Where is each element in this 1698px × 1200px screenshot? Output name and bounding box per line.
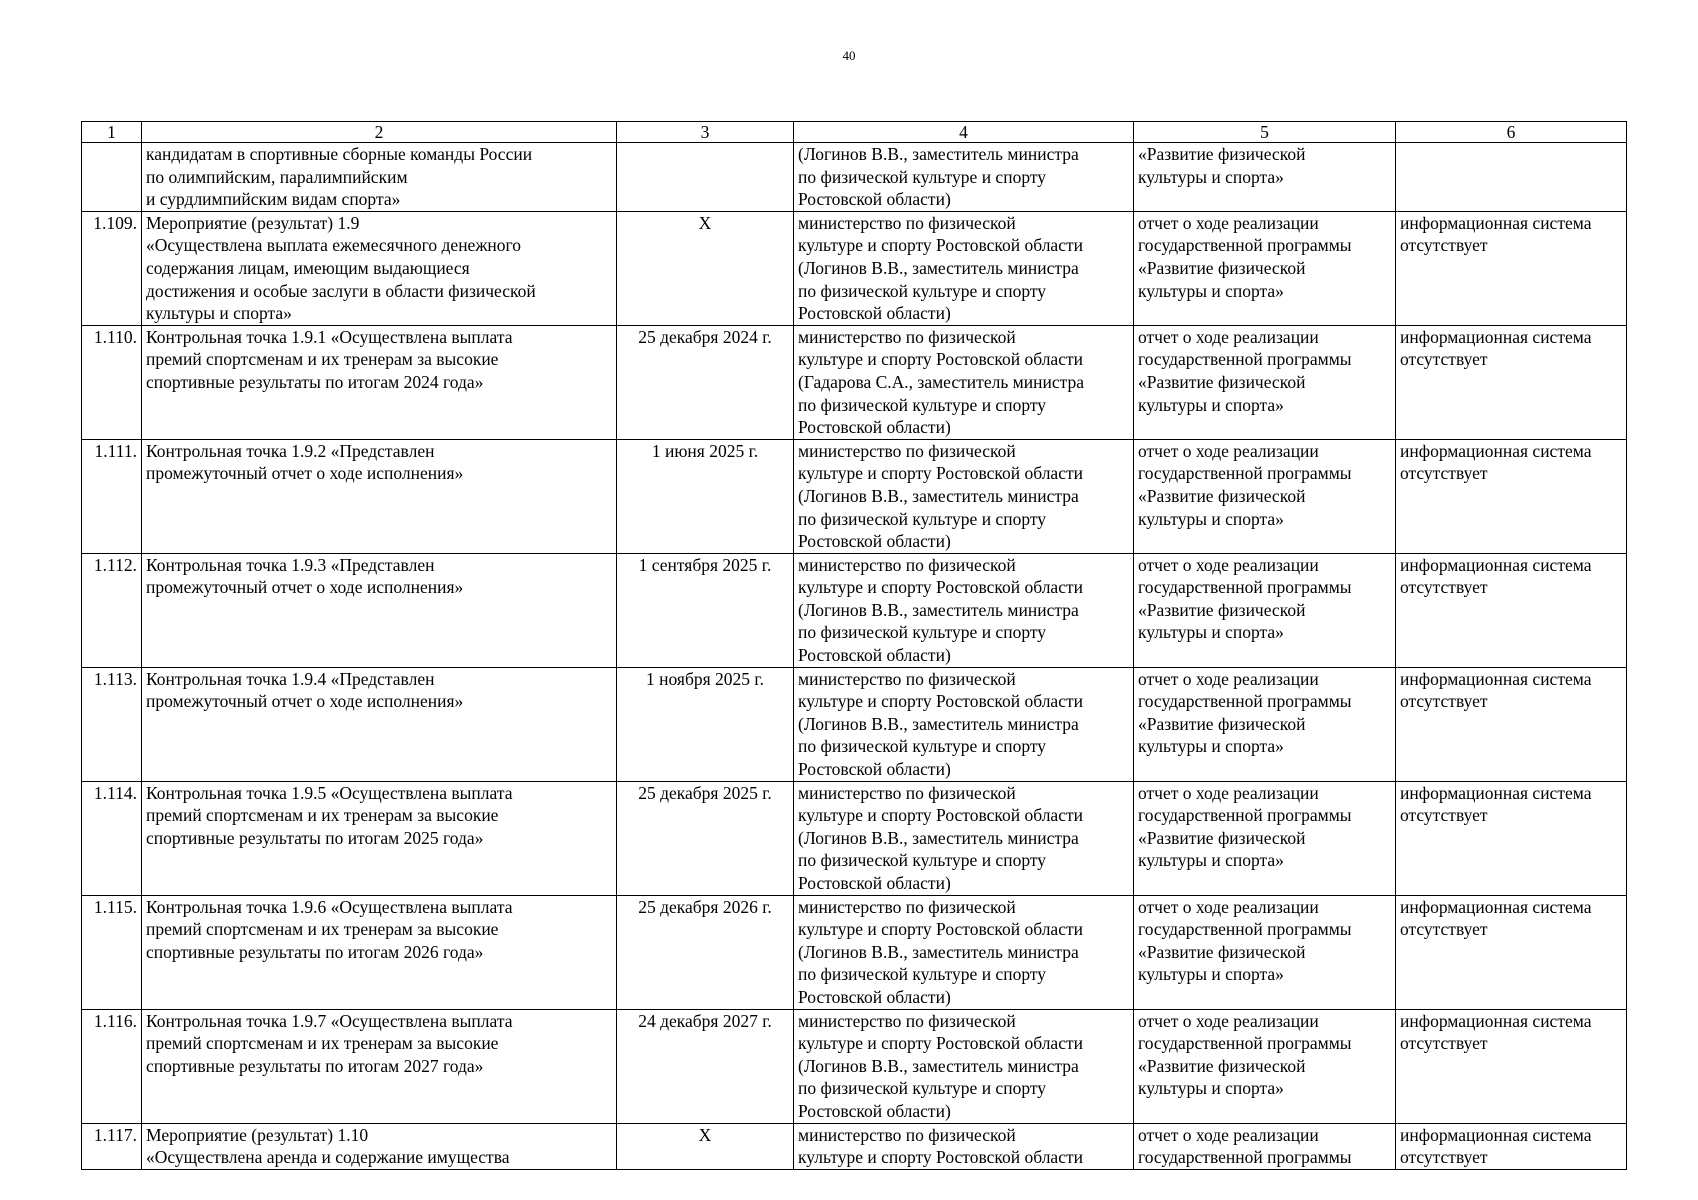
cell-text-line: государственной программы <box>1138 1033 1352 1054</box>
cell-text-line: культуры и спорта» <box>1138 736 1284 757</box>
cell-text-line: «Развитие физической <box>1138 599 1306 620</box>
responsible-cell <box>794 325 1134 439</box>
cell-text-line: культуре и спорту Ростовской области <box>798 805 1083 826</box>
responsible-cell <box>794 143 1134 212</box>
cell-text-line: отсутствует <box>1400 349 1488 370</box>
cell-text-line: Ростовской области) <box>798 303 951 324</box>
cell-text-line: информационная система <box>1400 440 1592 461</box>
cell-text-line: Ростовской области) <box>798 759 951 780</box>
cell-text-line: отчет о ходе реализации <box>1138 896 1319 917</box>
column-header: 1 <box>82 122 142 143</box>
information-system-cell <box>1396 895 1627 1009</box>
event-name-cell <box>142 211 617 325</box>
information-system-cell <box>1396 781 1627 895</box>
table-row <box>82 667 1627 781</box>
column-header: 5 <box>1134 122 1396 143</box>
cell-text-line: культуре и спорту Ростовской области <box>798 1147 1083 1168</box>
cell-text-line: министерство по физической <box>798 896 1016 917</box>
cell-text-line: Ростовской области) <box>798 189 951 210</box>
cell-text-line: государственной программы <box>1138 691 1352 712</box>
cell-text-line: министерство по физической <box>798 668 1016 689</box>
cell-text-line: и сурдлимпийским видам спорта» <box>146 189 401 210</box>
event-name-cell <box>142 667 617 781</box>
cell-text-line: (Логинов В.В., заместитель министра <box>798 713 1079 734</box>
event-name-cell <box>142 1123 617 1169</box>
cell-text-line: культуре и спорту Ростовской области <box>798 1033 1083 1054</box>
cell-text-line: отчет о ходе реализации <box>1138 1124 1319 1145</box>
cell-text-line: по физической культуре и спорту <box>798 394 1046 415</box>
deadline-cell <box>617 143 794 212</box>
cell-text-line: «Развитие физической <box>1138 485 1306 506</box>
deadline-cell: 1 сентября 2025 г. <box>617 553 794 667</box>
cell-text-line: спортивные результаты по итогам 2024 года» <box>146 371 484 392</box>
table-row <box>82 211 1627 325</box>
cell-text-line: информационная система <box>1400 326 1592 347</box>
cell-text-line: министерство по физической <box>798 1010 1016 1031</box>
table-row <box>82 439 1627 553</box>
cell-text-line: (Логинов В.В., заместитель министра <box>798 827 1079 848</box>
cell-text-line: информационная система <box>1400 1124 1592 1145</box>
responsible-cell <box>794 211 1134 325</box>
cell-text-line: спортивные результаты по итогам 2025 года» <box>146 827 484 848</box>
table-row <box>82 553 1627 667</box>
information-system-cell <box>1396 1009 1627 1123</box>
cell-text-line: министерство по физической <box>798 326 1016 347</box>
document-type-cell <box>1134 667 1396 781</box>
table-row <box>82 1009 1627 1123</box>
table-row <box>82 325 1627 439</box>
information-system-cell <box>1396 211 1627 325</box>
responsible-cell <box>794 781 1134 895</box>
cell-text-line: по физической культуре и спорту <box>798 280 1046 301</box>
cell-text-line: отсутствует <box>1400 1033 1488 1054</box>
cell-text-line: государственной программы <box>1138 805 1352 826</box>
cell-text-line: отчет о ходе реализации <box>1138 554 1319 575</box>
cell-text-line: по физической культуре и спорту <box>798 850 1046 871</box>
cell-text-line: культуры и спорта» <box>1138 394 1284 415</box>
cell-text-line: государственной программы <box>1138 577 1352 598</box>
cell-text-line: отчет о ходе реализации <box>1138 668 1319 689</box>
row-number-cell: 1.109. <box>82 211 142 325</box>
cell-text-line: культуры и спорта» <box>1138 166 1284 187</box>
document-type-cell <box>1134 1123 1396 1169</box>
cell-text-line: (Логинов В.В., заместитель министра <box>798 144 1079 164</box>
cell-text-line: культуре и спорту Ростовской области <box>798 577 1083 598</box>
cell-text-line: государственной программы <box>1138 1147 1352 1168</box>
cell-text-line: Ростовской области) <box>798 986 951 1007</box>
cell-text-line: культуре и спорту Ростовской области <box>798 691 1083 712</box>
cell-text-line: Контрольная точка 1.9.6 «Осуществлена выплата <box>146 896 513 917</box>
cell-text-line: премий спортсменам и их тренерам за высокие <box>146 805 499 826</box>
cell-text-line: Ростовской области) <box>798 1100 951 1121</box>
event-name-cell <box>142 143 617 212</box>
responsible-cell <box>794 553 1134 667</box>
cell-text-line: министерство по физической <box>798 1124 1016 1145</box>
cell-text-line: информационная система <box>1400 782 1592 803</box>
cell-text-line: отчет о ходе реализации <box>1138 212 1319 233</box>
row-number-cell: 1.115. <box>82 895 142 1009</box>
cell-text-line: (Гадарова С.А., заместитель министра <box>798 371 1084 392</box>
header-row <box>82 122 1627 143</box>
cell-text-line: культуры и спорта» <box>1138 622 1284 643</box>
cell-text-line: по физической культуре и спорту <box>798 622 1046 643</box>
deadline-cell: Х <box>617 1123 794 1169</box>
cell-text-line: культуре и спорту Ростовской области <box>798 235 1083 256</box>
cell-text-line: по физической культуре и спорту <box>798 964 1046 985</box>
cell-text-line: кандидатам в спортивные сборные команды России <box>146 144 533 164</box>
page-number: 40 <box>842 48 856 63</box>
event-name-cell <box>142 439 617 553</box>
table-row <box>82 1123 1627 1169</box>
table-body <box>82 143 1627 1170</box>
cell-text-line: Мероприятие (результат) 1.10 <box>146 1124 369 1145</box>
cell-text-line: культуры и спорта» <box>1138 1078 1284 1099</box>
cell-text-line: информационная система <box>1400 212 1592 233</box>
cell-text-line: отчет о ходе реализации <box>1138 782 1319 803</box>
row-number-cell: 1.111. <box>82 439 142 553</box>
event-name-cell <box>142 1009 617 1123</box>
cell-text-line: государственной программы <box>1138 919 1352 940</box>
deadline-cell: 25 декабря 2024 г. <box>617 325 794 439</box>
column-header: 4 <box>794 122 1134 143</box>
row-number-cell: 1.116. <box>82 1009 142 1123</box>
cell-text-line: Ростовской области) <box>798 531 951 552</box>
cell-text-line: культуре и спорту Ростовской области <box>798 349 1083 370</box>
cell-text-line: отсутствует <box>1400 919 1488 940</box>
cell-text-line: по физической культуре и спорту <box>798 166 1046 187</box>
cell-text-line: Контрольная точка 1.9.1 «Осуществлена выплата <box>146 326 513 347</box>
cell-text-line: отсутствует <box>1400 805 1488 826</box>
deadline-cell: 25 декабря 2026 г. <box>617 895 794 1009</box>
row-number-cell: 1.112. <box>82 553 142 667</box>
cell-text-line: министерство по физической <box>798 554 1016 575</box>
column-header: 6 <box>1396 122 1627 143</box>
responsible-cell <box>794 1123 1134 1169</box>
cell-text-line: премий спортсменам и их тренерам за высокие <box>146 1033 499 1054</box>
cell-text-line: (Логинов В.В., заместитель министра <box>798 1055 1079 1076</box>
cell-text-line: культуры и спорта» <box>1138 508 1284 529</box>
cell-text-line: достижения и особые заслуги в области физической <box>146 280 536 301</box>
responsible-cell <box>794 667 1134 781</box>
cell-text-line: государственной программы <box>1138 463 1352 484</box>
information-system-cell <box>1396 439 1627 553</box>
row-number-cell <box>82 143 142 212</box>
table-row <box>82 895 1627 1009</box>
cell-text-line: премий спортсменам и их тренерам за высокие <box>146 919 499 940</box>
event-name-cell <box>142 553 617 667</box>
cell-text-line: спортивные результаты по итогам 2027 года» <box>146 1055 484 1076</box>
cell-text-line: отсутствует <box>1400 1147 1488 1168</box>
cell-text-line: Ростовской области) <box>798 873 951 893</box>
cell-text-line: культуры и спорта» <box>1138 850 1284 871</box>
cell-text-line: «Развитие физической <box>1138 827 1306 848</box>
information-system-cell <box>1396 667 1627 781</box>
cell-text-line: государственной программы <box>1138 349 1352 370</box>
cell-text-line: отсутствует <box>1400 235 1488 256</box>
responsible-cell <box>794 895 1134 1009</box>
row-number-cell: 1.113. <box>82 667 142 781</box>
document-type-cell <box>1134 325 1396 439</box>
cell-text-line: министерство по физической <box>798 782 1016 803</box>
cell-text-line: по физической культуре и спорту <box>798 508 1046 529</box>
event-name-cell <box>142 325 617 439</box>
cell-text-line: (Логинов В.В., заместитель министра <box>798 599 1079 620</box>
cell-text-line: (Логинов В.В., заместитель министра <box>798 941 1079 962</box>
cell-text-line: Контрольная точка 1.9.2 «Представлен <box>146 440 435 461</box>
information-system-cell <box>1396 325 1627 439</box>
document-type-cell <box>1134 895 1396 1009</box>
cell-text-line: промежуточный отчет о ходе исполнения» <box>146 577 464 598</box>
deadline-cell: Х <box>617 211 794 325</box>
cell-text-line: Контрольная точка 1.9.7 «Осуществлена выплата <box>146 1010 513 1031</box>
cell-text-line: Ростовской области) <box>798 645 951 666</box>
cell-text-line: «Осуществлена выплата ежемесячного денежного <box>146 235 522 256</box>
deadline-cell: 25 декабря 2025 г. <box>617 781 794 895</box>
cell-text-line: «Развитие физической <box>1138 257 1306 278</box>
cell-text-line: государственной программы <box>1138 235 1352 256</box>
cell-text-line: отсутствует <box>1400 691 1488 712</box>
event-name-cell <box>142 895 617 1009</box>
cell-text-line: культуры и спорта» <box>1138 280 1284 301</box>
information-system-cell <box>1396 1123 1627 1169</box>
document-type-cell <box>1134 143 1396 212</box>
cell-text-line: Ростовской области) <box>798 417 951 438</box>
cell-text-line: «Развитие физической <box>1138 1055 1306 1076</box>
cell-text-line: информационная система <box>1400 896 1592 917</box>
cell-text-line: культуры и спорта» <box>1138 964 1284 985</box>
cell-text-line: «Развитие физической <box>1138 941 1306 962</box>
cell-text-line: «Развитие физической <box>1138 713 1306 734</box>
column-header: 3 <box>617 122 794 143</box>
cell-text-line: отчет о ходе реализации <box>1138 440 1319 461</box>
responsible-cell <box>794 1009 1134 1123</box>
cell-text-line: «Развитие физической <box>1138 144 1306 164</box>
cell-text-line: премий спортсменам и их тренерам за высокие <box>146 349 499 370</box>
cell-text-line: промежуточный отчет о ходе исполнения» <box>146 691 464 712</box>
information-system-cell <box>1396 143 1627 212</box>
cell-text-line: (Логинов В.В., заместитель министра <box>798 257 1079 278</box>
cell-text-line: информационная система <box>1400 554 1592 575</box>
row-number-cell: 1.117. <box>82 1123 142 1169</box>
row-number-cell: 1.114. <box>82 781 142 895</box>
cell-text-line: отсутствует <box>1400 577 1488 598</box>
document-type-cell <box>1134 211 1396 325</box>
cell-text-line: по физической культуре и спорту <box>798 736 1046 757</box>
cell-text-line: культуре и спорту Ростовской области <box>798 919 1083 940</box>
cell-text-line: промежуточный отчет о ходе исполнения» <box>146 463 464 484</box>
cell-text-line: Контрольная точка 1.9.5 «Осуществлена выплата <box>146 782 513 803</box>
implementation-plan-table <box>81 121 1627 1170</box>
deadline-cell: 24 декабря 2027 г. <box>617 1009 794 1123</box>
deadline-cell: 1 июня 2025 г. <box>617 439 794 553</box>
cell-text-line: содержания лицам, имеющим выдающиеся <box>146 257 470 278</box>
event-name-cell <box>142 781 617 895</box>
document-type-cell <box>1134 1009 1396 1123</box>
cell-text-line: культуры и спорта» <box>146 303 292 324</box>
cell-text-line: Мероприятие (результат) 1.9 <box>146 212 360 233</box>
information-system-cell <box>1396 553 1627 667</box>
cell-text-line: по олимпийским, паралимпийским <box>146 166 408 187</box>
document-type-cell <box>1134 553 1396 667</box>
document-type-cell <box>1134 439 1396 553</box>
cell-text-line: Контрольная точка 1.9.4 «Представлен <box>146 668 435 689</box>
document-type-cell <box>1134 781 1396 895</box>
cell-text-line: отчет о ходе реализации <box>1138 1010 1319 1031</box>
cell-text-line: (Логинов В.В., заместитель министра <box>798 485 1079 506</box>
cell-text-line: спортивные результаты по итогам 2026 года» <box>146 941 484 962</box>
cell-text-line: министерство по физической <box>798 440 1016 461</box>
responsible-cell <box>794 439 1134 553</box>
table-row <box>82 143 1627 212</box>
deadline-cell: 1 ноября 2025 г. <box>617 667 794 781</box>
table-row <box>82 781 1627 895</box>
cell-text-line: отсутствует <box>1400 463 1488 484</box>
cell-text-line: информационная система <box>1400 668 1592 689</box>
cell-text-line: «Осуществлена аренда и содержание имущества <box>146 1147 510 1168</box>
cell-text-line: Контрольная точка 1.9.3 «Представлен <box>146 554 435 575</box>
cell-text-line: по физической культуре и спорту <box>798 1078 1046 1099</box>
cell-text-line: отчет о ходе реализации <box>1138 326 1319 347</box>
cell-text-line: культуре и спорту Ростовской области <box>798 463 1083 484</box>
row-number-cell: 1.110. <box>82 325 142 439</box>
cell-text-line: министерство по физической <box>798 212 1016 233</box>
column-header: 2 <box>142 122 617 143</box>
cell-text-line: «Развитие физической <box>1138 371 1306 392</box>
cell-text-line: информационная система <box>1400 1010 1592 1031</box>
